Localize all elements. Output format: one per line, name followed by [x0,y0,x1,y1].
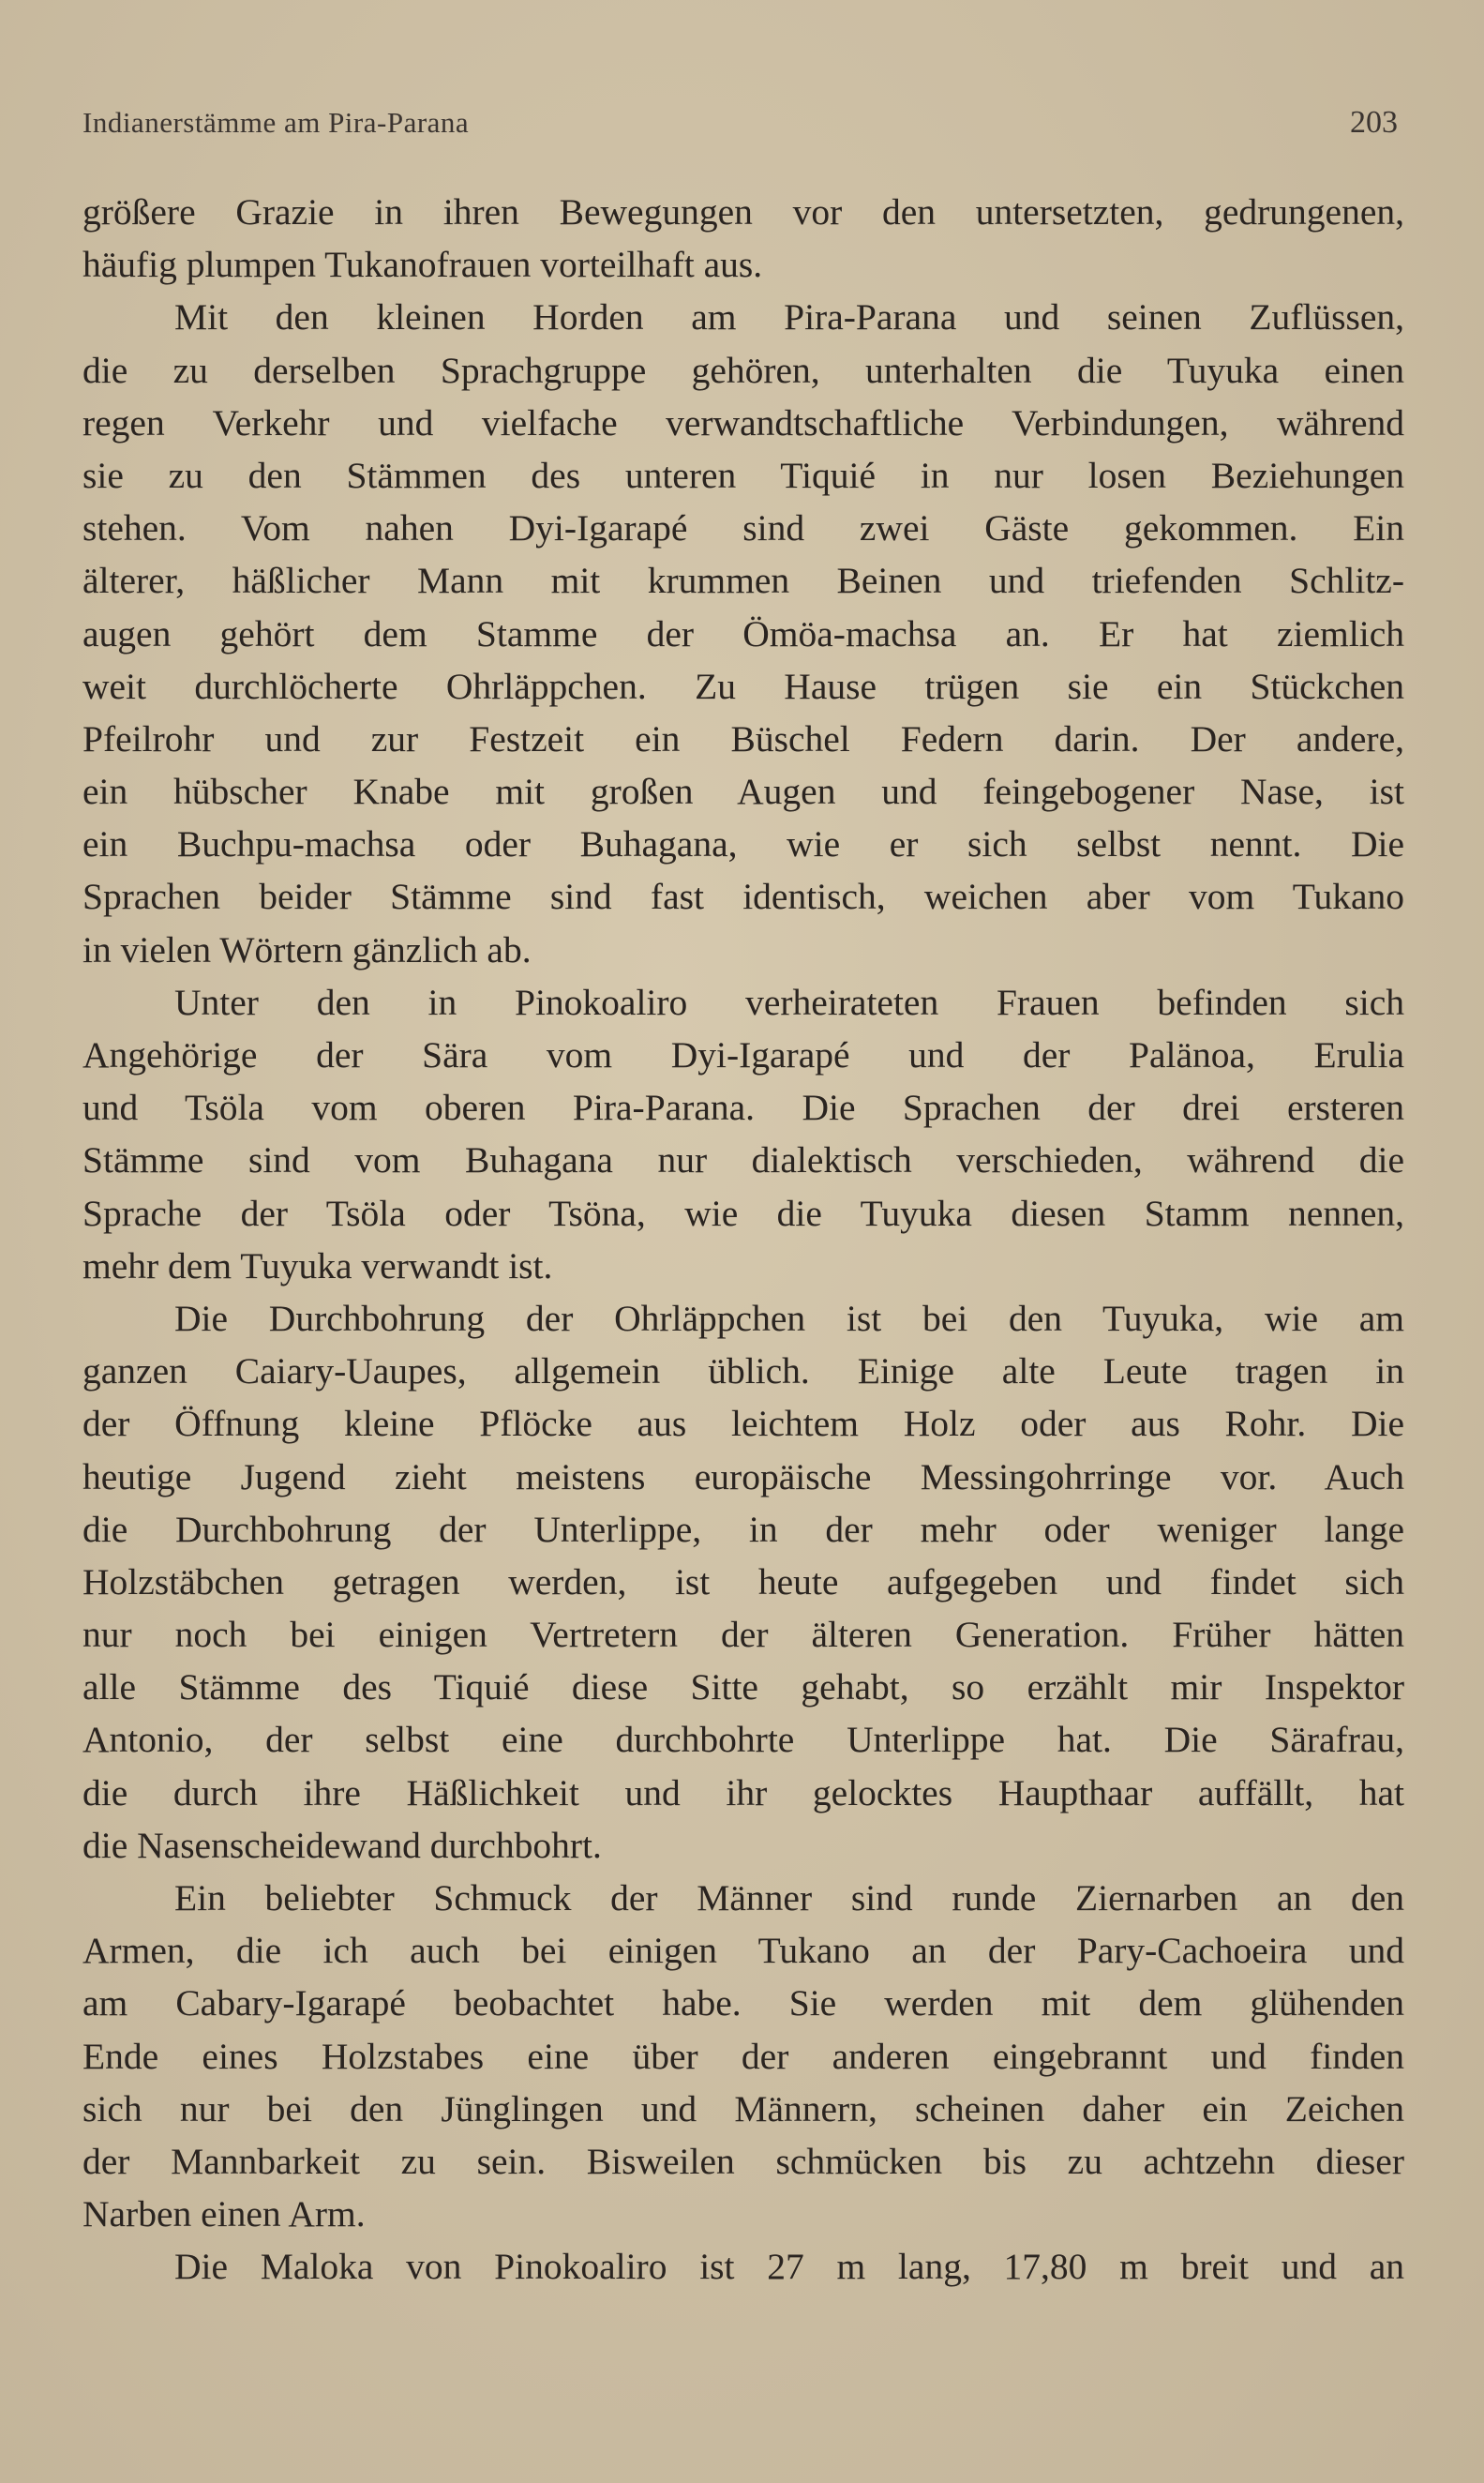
text-line: augen gehört dem Stamme der Ömöa-machsa an. Er hat ziemlich [82,612,1404,655]
text-line: alle Stämme des Tiquié diese Sitte gehabt, so erzählt mir Inspektor [82,1666,1404,1708]
text-line: ein Buchpu-machsa oder Buhagana, wie er sich selbst nennt. Die [82,823,1404,865]
text-line: Sprache der Tsöla oder Tsöna, wie die Tuyuka diesen Stamm nennen, [82,1192,1404,1234]
text-line: Pfeilrohr und zur Festzeit ein Büschel Federn darin. Der andere, [82,717,1404,760]
text-line: Antonio, der selbst eine durchbohrte Unterlippe hat. Die Särafrau, [82,1719,1404,1761]
running-title: Indianerstämme am Pira-Parana [82,106,470,139]
text-line: Holzstäbchen getragen werden, ist heute aufgegeben und findet sich [82,1560,1404,1603]
text-line: Angehörige der Sära vom Dyi-Igarapé und der Palänoa, Erulia [82,1034,1404,1076]
text-line: Ende eines Holzstabes eine über der anderen eingebrannt und finden [82,2035,1404,2077]
text-line: größere Grazie in ihren Bewegungen vor den untersetzten, gedrungenen, [82,191,1404,233]
text-line: die Durchbohrung der Unterlippe, in der mehr oder weniger lange [82,1508,1404,1550]
text-line: Unter den in Pinokoaliro verheirateten Frauen befinden sich [174,981,1404,1023]
text-line: nur noch bei einigen Vertretern der älteren Generation. Früher hätten [82,1614,1404,1656]
text-line: und Tsöla vom oberen Pira-Parana. Die Sprachen der drei ersteren [82,1087,1404,1129]
text-line: Stämme sind vom Buhagana nur dialektisch verschieden, während die [82,1139,1404,1181]
text-line: ein hübscher Knabe mit großen Augen und feingebogener Nase, ist [82,771,1404,813]
text-line: älterer, häßlicher Mann mit krummen Beinen und triefenden Schlitz- [82,560,1404,602]
running-head [82,105,1398,146]
text-line: sich nur bei den Jünglingen und Männern, scheinen daher ein Zeichen [82,2087,1404,2129]
text-line: die zu derselben Sprachgruppe gehören, unterhalten die Tuyuka einen [82,349,1404,391]
text-line: häufig plumpen Tukanofrauen vorteilhaft aus. [82,244,763,286]
text-line: heutige Jugend zieht meistens europäische Messingohrringe vor. Auch [82,1455,1404,1497]
text-line: stehen. Vom nahen Dyi-Igarapé sind zwei Gäste gekommen. Ein [82,507,1404,549]
text-line: in vielen Wörtern gänzlich ab. [82,928,532,971]
text-line: regen Verkehr und vielfache verwandtschaftliche Verbindungen, während [82,401,1404,444]
text-line: Ein beliebter Schmuck der Männer sind runde Ziernarben an den [174,1877,1404,1919]
text-line: am Cabary-Igarapé beobachtet habe. Sie werden mit dem glühenden [82,1982,1404,2024]
text-line: die durch ihre Häßlichkeit und ihr gelocktes Haupthaar auffällt, hat [82,1771,1404,1813]
text-line: ganzen Caiary-Uaupes, allgemein üblich. Einige alte Leute tragen in [82,1350,1404,1392]
text-line: Armen, die ich auch bei einigen Tukano an der Pary-Cachoeira und [82,1930,1404,1972]
text-line: sie zu den Stämmen des unteren Tiquié in nur losen Beziehungen [82,454,1404,496]
text-line: Sprachen beider Stämme sind fast identisch, weichen aber vom Tukano [82,876,1404,918]
text-line: Narben einen Arm. [82,2193,366,2235]
text-line: der Öffnung kleine Pflöcke aus leichtem Holz oder aus Rohr. Die [82,1403,1404,1445]
text-line: die Nasenscheidewand durchbohrt. [82,1824,602,1866]
text-line: weit durchlöcherte Ohrläppchen. Zu Hause trügen sie ein Stückchen [82,665,1404,707]
text-line: mehr dem Tuyuka verwandt ist. [82,1244,553,1287]
text-line: Die Maloka von Pinokoaliro ist 27 m lang, 17,80 m breit und an [174,2246,1404,2288]
page-number: 203 [1350,105,1398,140]
text-line: der Mannbarkeit zu sein. Bisweilen schmücken bis zu achtzehn dieser [82,2140,1404,2182]
body-text [82,186,1404,2294]
text-line: Die Durchbohrung der Ohrläppchen ist bei den Tuyuka, wie am [174,1297,1404,1339]
text-line: Mit den kleinen Horden am Pira-Parana und seinen Zuflüssen, [174,296,1404,339]
